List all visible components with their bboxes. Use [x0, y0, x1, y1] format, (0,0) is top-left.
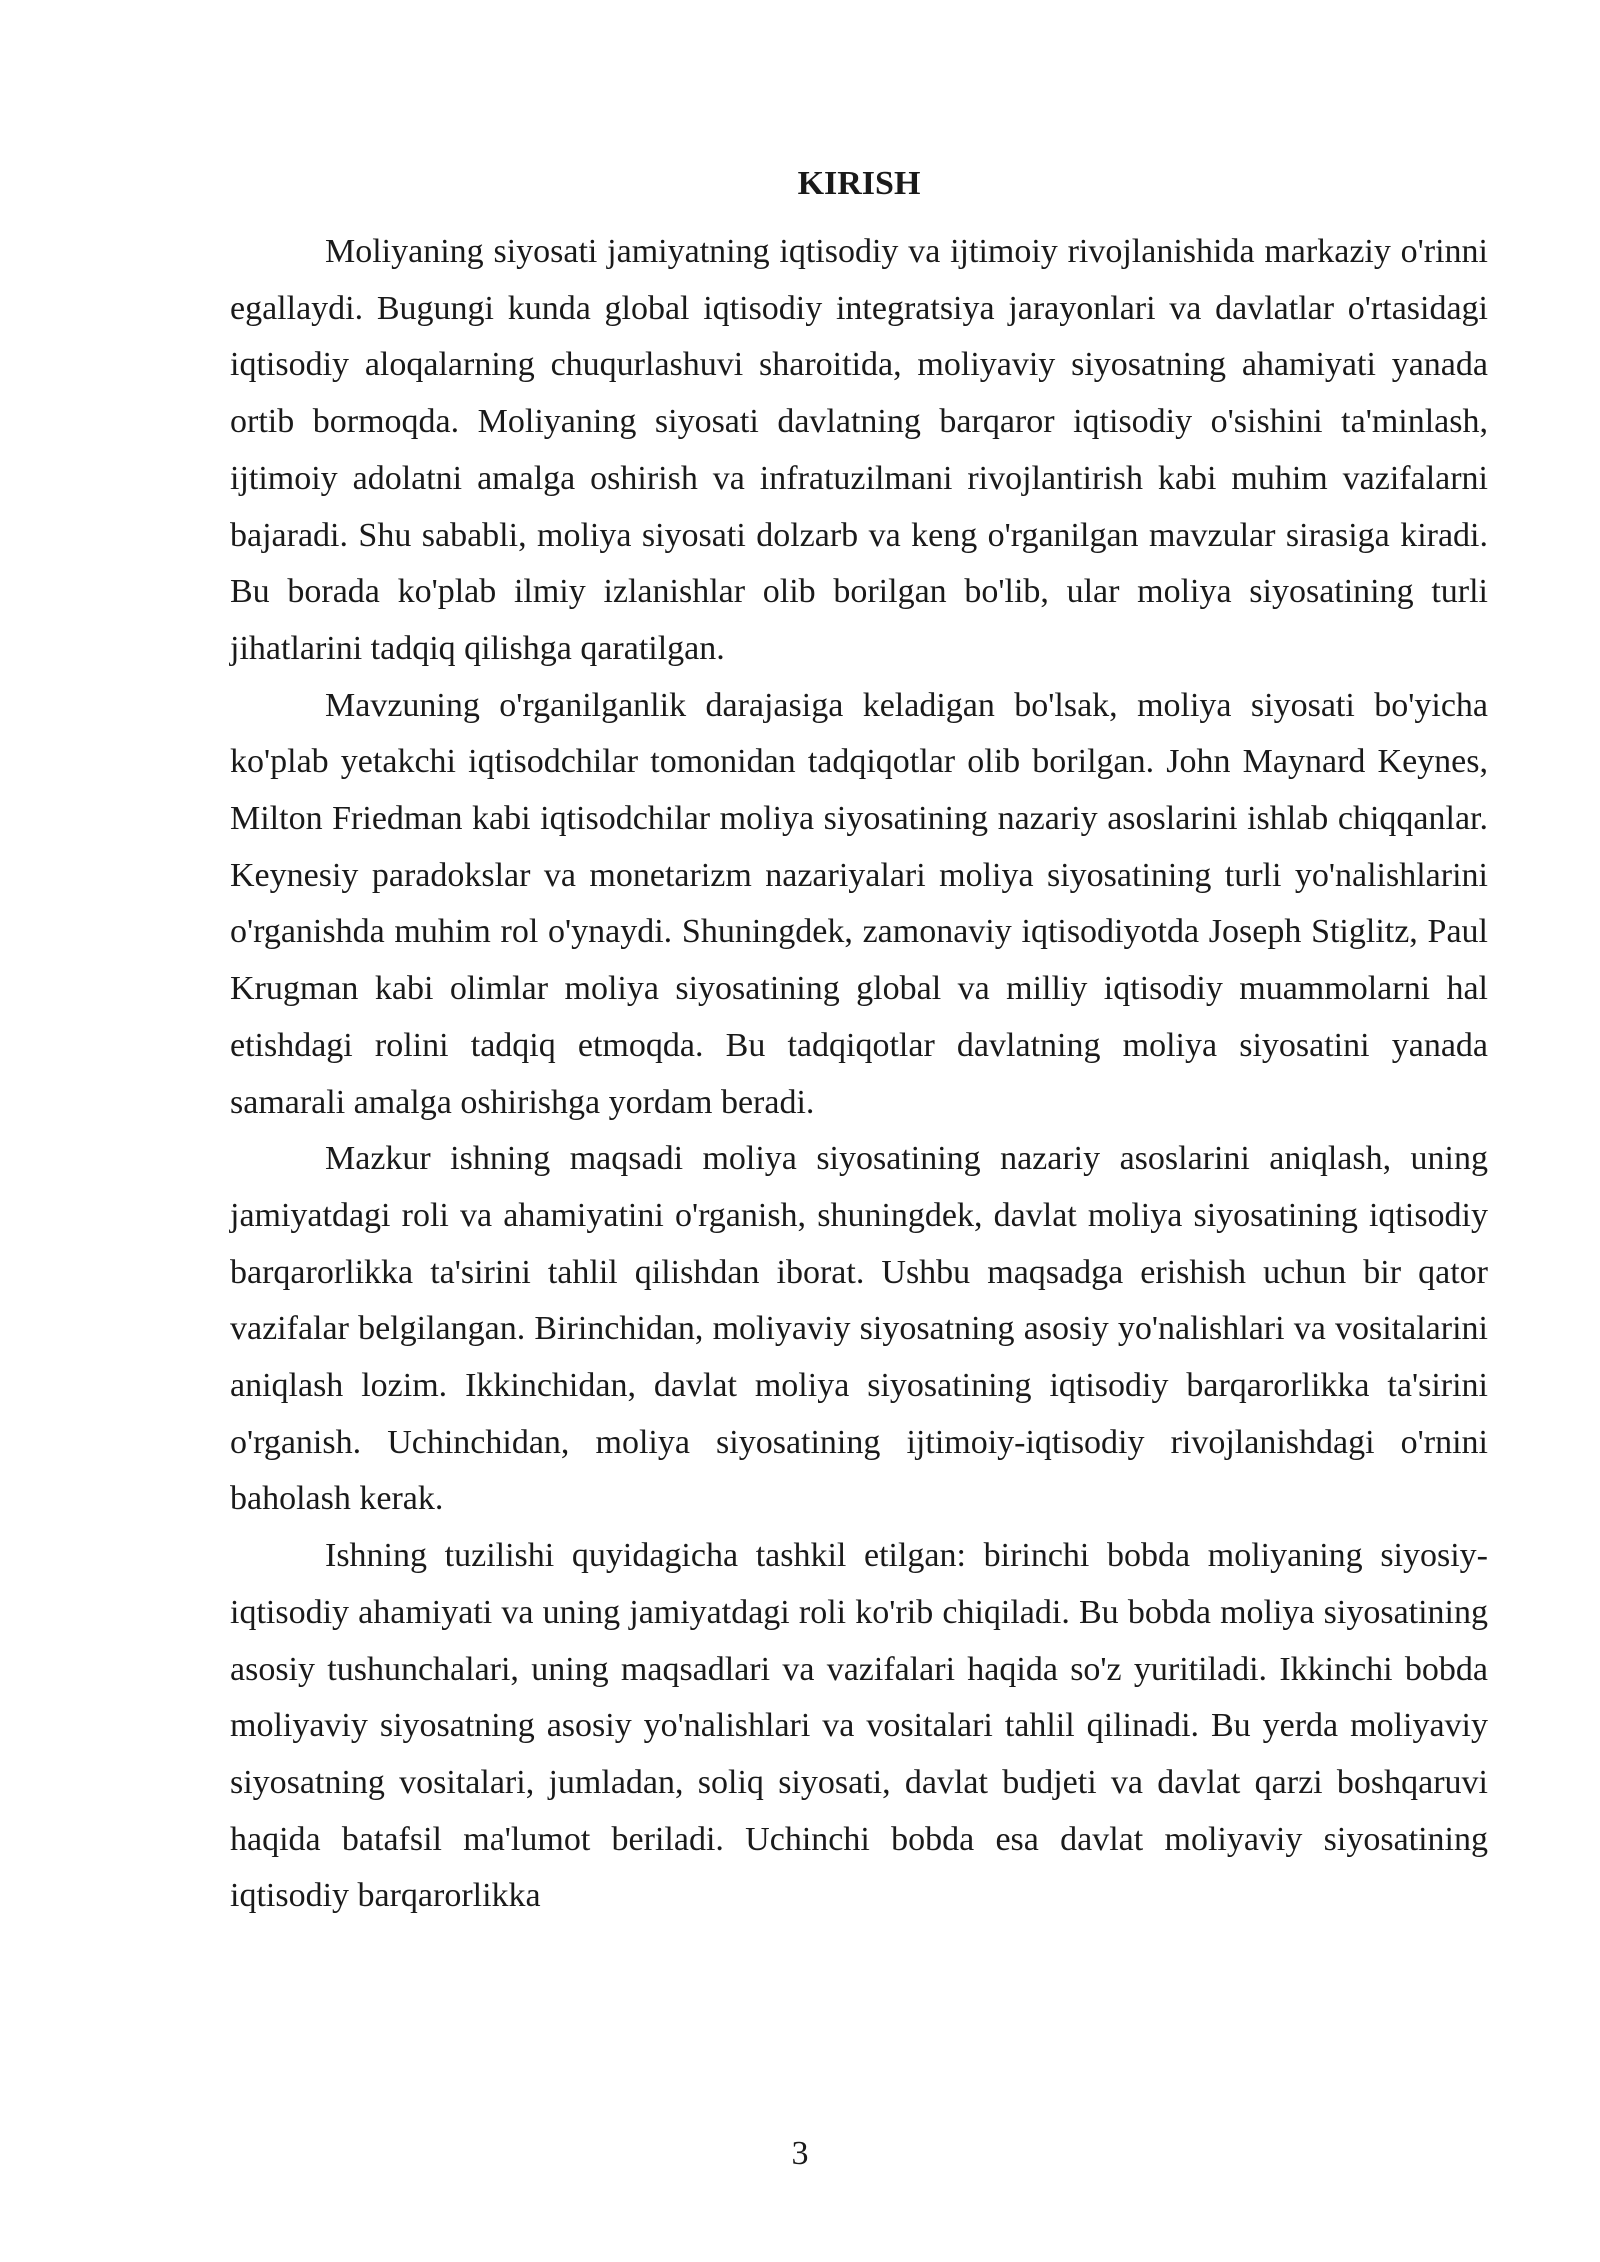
- document-page: [230, 160, 1488, 1925]
- page-number: 3: [791, 2135, 809, 2172]
- paragraph-1: Moliyaning siyosati jamiyatning iqtisodiy va ijtimoiy rivojlanishida markaziy o'rinni egallaydi. Bugungi kunda global iqtisodiy integratsiya jarayonlari va davlatlar o'rtasidagi iqtisodiy aloqalarning chuqurlashuvi sharoitida, moliyaviy siyosatning ahamiyati yanada ortib bormoqda. Moliyaning siyosati davlatning barqaror iqtisodiy o'sishini ta'minlash, ijtimoiy adolatni amalga oshirish va infratuzilmani rivojlantirish kabi muhim vazifalarni bajaradi. Shu sababli, moliya siyosati dolzarb va keng o'rganilgan mavzular sirasiga kiradi. Bu borada ko'plab ilmiy izlanishlar olib borilgan bo'lib, ular moliya siyosatining turli jihatlarini tadqiq qilishga qaratilgan.: [230, 233, 1488, 667]
- paragraph-2: Mavzuning o'rganilganlik darajasiga keladigan bo'lsak, moliya siyosati bo'yicha ko'plab yetakchi iqtisodchilar tomonidan tadqiqotlar olib borilgan. John Maynard Keynes, Milton Friedman kabi iqtisodchilar moliya siyosatining nazariy asoslarini ishlab chiqqanlar. Keynesiy paradokslar va monetarizm nazariyalari moliya siyosatining turli yo'nalishlarini o'rganishda muhim rol o'ynaydi. Shuningdek, zamonaviy iqtisodiyotda Joseph Stiglitz, Paul Krugman kabi olimlar moliya siyosatining global va milliy iqtisodiy muammolarni hal etishdagi rolini tadqiq etmoqda. Bu tadqiqotlar davlatning moliya siyosatini yanada samarali amalga oshirishga yordam beradi.: [230, 686, 1488, 1121]
- paragraph-4: Ishning tuzilishi quyidagicha tashkil etilgan: birinchi bobda moliyaning siyosiy-iqtisodiy ahamiyati va uning jamiyatdagi roli ko'rib chiqiladi. Bu bobda moliya siyosatining asosiy tushunchalari, uning maqsadlari va vazifalari haqida so'z yuritiladi. Ikkinchi bobda moliyaviy siyosatning asosiy yo'nalishlari va vositalari tahlil qilinadi. Bu yerda moliyaviy siyosatning vositalari, jumladan, soliq siyosati, davlat budjeti va davlat qarzi boshqaruvi haqida batafsil ma'lumot beriladi. Uchinchi bobda esa davlat moliyaviy siyosatining iqtisodiy barqarorlikka: [230, 1537, 1488, 1915]
- paragraph-3: Mazkur ishning maqsadi moliya siyosatining nazariy asoslarini aniqlash, uning jamiyatdagi roli va ahamiyatini o'rganish, shuningdek, davlat moliya siyosatining iqtisodiy barqarorlikka ta'sirini tahlil qilishdan iborat. Ushbu maqsadga erishish uchun bir qator vazifalar belgilangan. Birinchidan, moliyaviy siyosatning asosiy yo'nalishlari va vositalarini aniqlash lozim. Ikkinchidan, davlat moliya siyosatining iqtisodiy barqarorlikka ta'sirini o'rganish. Uchinchidan, moliya siyosatining ijtimoiy-iqtisodiy rivojlanishdagi o'rnini baholash kerak.: [230, 1140, 1488, 1518]
- page-title: KIRISH: [797, 165, 921, 202]
